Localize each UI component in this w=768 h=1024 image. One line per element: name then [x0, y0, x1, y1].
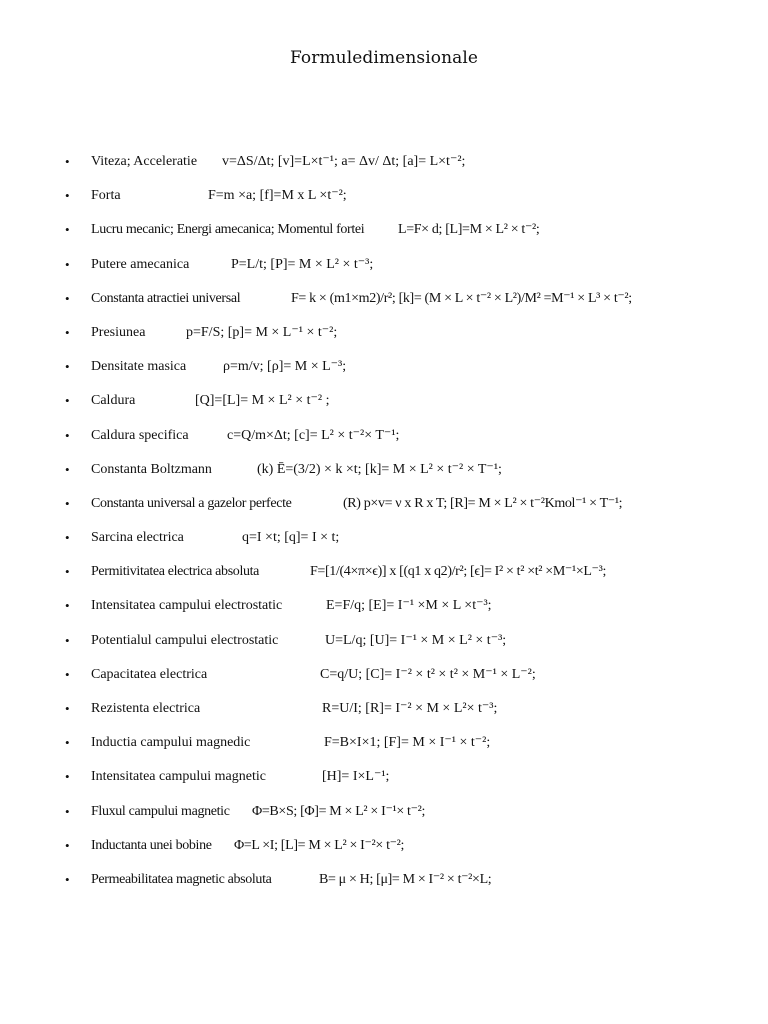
formula-text: [H]= I×L⁻¹; [322, 769, 390, 785]
formula-text: F=B×I×1; [F]= M × I⁻¹ × t⁻²; [324, 735, 491, 751]
quantity-name: Permeabilitatea magnetic absoluta [91, 871, 272, 887]
bullet-icon: • [65, 256, 70, 272]
quantity-name: Inductia campului magnedic [91, 735, 251, 751]
formula-text: q=I ×t; [q]= I × t; [242, 530, 340, 546]
quantity-name: Capacitatea electrica [91, 666, 208, 682]
bullet-icon: • [65, 735, 70, 751]
formula-text: Φ=B×S; [Φ]= M × L² × I⁻¹× t⁻²; [252, 803, 425, 819]
formula-text: C=q/U; [C]= I⁻² × t² × t² × M⁻¹ × L⁻²; [320, 666, 536, 682]
bullet-icon: • [65, 359, 70, 375]
quantity-name: Intensitatea campului magnetic [91, 769, 266, 785]
bullet-icon: • [65, 324, 70, 340]
quantity-name: Permitivitatea electrica absoluta [91, 564, 260, 580]
bullet-icon: • [65, 701, 70, 716]
quantity-name: Caldura [91, 393, 136, 409]
quantity-name: Putere amecanica [91, 256, 190, 272]
quantity-name: Densitate masica [91, 359, 187, 375]
formula-text: F=[1/(4×π×ϵ)] x [(q1 x q2)/r²; [ϵ]= I² × t² ×t² ×M⁻¹×L⁻³; [310, 564, 606, 580]
bullet-icon: • [65, 154, 70, 169]
bullet-icon: • [65, 871, 70, 887]
formula-text: Φ=L ×I; [L]= M × L² × I⁻²× t⁻²; [234, 837, 405, 853]
quantity-name: Inductanta unei bobine [91, 837, 212, 853]
quantity-name: Sarcina electrica [91, 530, 184, 546]
formula-text: U=L/q; [U]= I⁻¹ × M × L² × t⁻³; [325, 632, 507, 648]
formula-text: (R) p×v= ν x R x T; [R]= M × L² × t⁻²Kmol⁻¹ × T⁻¹; [343, 495, 623, 511]
quantity-name: Potentialul campului electrostatic [91, 632, 279, 648]
quantity-name: Forta [91, 188, 121, 204]
formula-text: R=U/I; [R]= I⁻² × M × L²× t⁻³; [322, 701, 498, 716]
bullet-icon: • [65, 290, 70, 306]
bullet-icon: • [65, 495, 70, 511]
bullet-icon: • [65, 803, 70, 819]
bullet-icon: • [65, 427, 70, 443]
bullet-icon: • [65, 837, 70, 853]
quantity-name: Caldura specifica [91, 427, 189, 443]
bullet-icon: • [65, 530, 70, 546]
formula-text: ρ=m/v; [ρ]= M × L⁻³; [223, 359, 347, 375]
bullet-icon: • [65, 769, 70, 785]
bullet-icon: • [65, 598, 70, 614]
formula-text: B= μ × H; [μ]= M × I⁻² × t⁻²×L; [319, 871, 492, 887]
formula-text: F=m ×a; [f]=M x L ×t⁻²; [208, 188, 347, 204]
bullet-icon: • [65, 564, 70, 580]
bullet-icon: • [65, 393, 70, 409]
formula-text: v=ΔS/Δt; [v]=L×t⁻¹; a= Δv/ Δt; [a]= L×t⁻²; [222, 154, 466, 169]
bullet-icon: • [65, 666, 70, 682]
bullet-icon: • [65, 188, 70, 204]
quantity-name: Viteza; Acceleratie [91, 154, 198, 169]
formula-text: E=F/q; [E]= I⁻¹ ×M × L ×t⁻³; [326, 598, 492, 614]
formula-text: p=F/S; [p]= M × L⁻¹ × t⁻²; [186, 324, 338, 340]
quantity-name: Rezistenta electrica [91, 701, 201, 716]
formula-text: (k) Ē=(3/2) × k ×t; [k]= M × L² × t⁻² × T⁻¹; [257, 461, 502, 477]
bullet-icon: • [65, 461, 70, 477]
formula-text: L=F× d; [L]=M × L² × t⁻²; [398, 222, 540, 238]
quantity-name: Presiunea [91, 324, 146, 340]
quantity-name: Fluxul campului magnetic [91, 803, 230, 819]
formula-text: [Q]=[L]= M × L² × t⁻² ; [195, 393, 330, 409]
formula-text: F= k × (m1×m2)/r²; [k]= (M × L × t⁻² × L²)/M² =M⁻¹ × L³ × t⁻²; [291, 290, 632, 306]
quantity-name: Constanta Boltzmann [91, 461, 212, 477]
bullet-icon: • [65, 632, 70, 648]
quantity-name: Lucru mecanic; Energi amecanica; Momentul fortei [91, 222, 365, 238]
formula-text: c=Q/m×Δt; [c]= L² × t⁻²× T⁻¹; [227, 427, 400, 443]
quantity-name: Constanta universal a gazelor perfecte [91, 495, 292, 511]
bullet-icon: • [65, 222, 70, 238]
page-title: Formuledimensionale [289, 48, 479, 68]
formula-text: P=L/t; [P]= M × L² × t⁻³; [231, 256, 374, 272]
quantity-name: Intensitatea campului electrostatic [91, 598, 283, 614]
quantity-name: Constanta atractiei universal [91, 290, 241, 306]
